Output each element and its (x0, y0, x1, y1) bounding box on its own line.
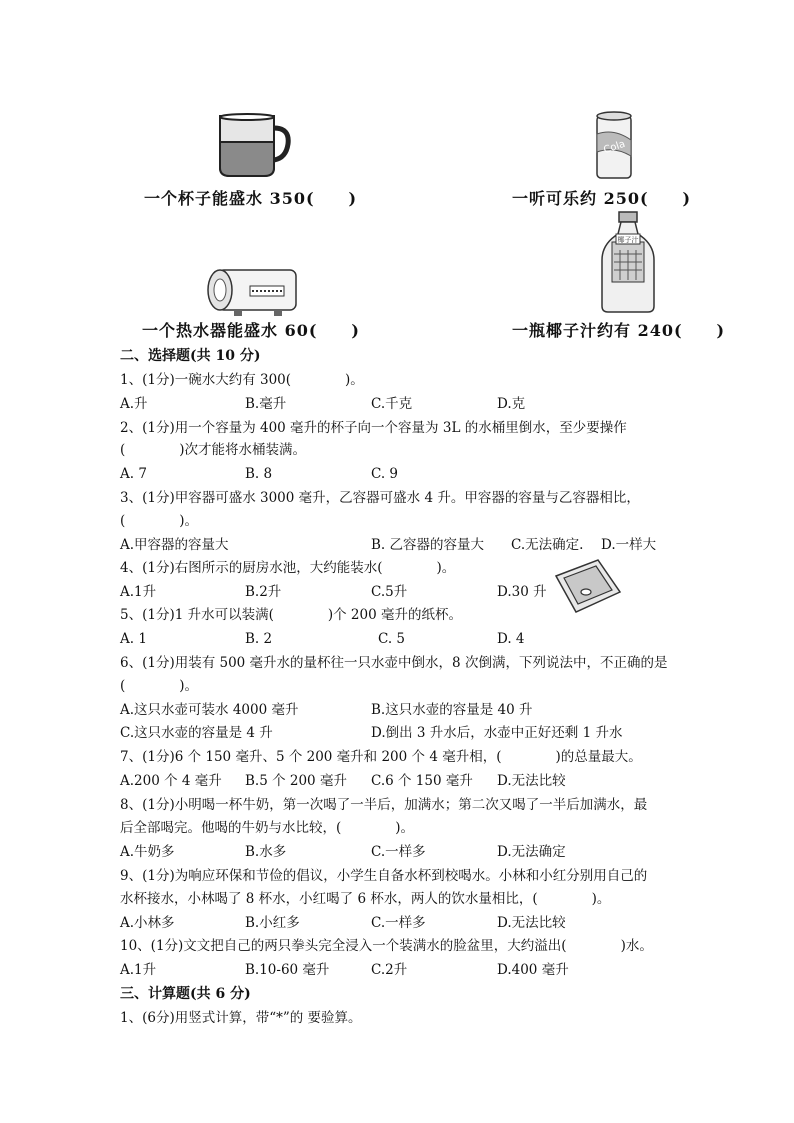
q5-option-d[interactable]: D. 4 (497, 631, 525, 647)
water-heater-picture (204, 264, 300, 318)
q1-option-a[interactable]: A.升 (120, 396, 148, 412)
q9-option-b[interactable]: B.小红多 (245, 915, 300, 931)
q5-option-c[interactable]: C. 5 (378, 631, 406, 647)
question-5: 5、(1分)1 升水可以装满( )个 200 毫升的纸杯。 (120, 607, 462, 623)
q3-option-d[interactable]: D.一样大 (601, 537, 657, 553)
q7-option-b[interactable]: B.5 个 200 毫升 (245, 773, 347, 789)
question-9-line-2: 水杯接水，小林喝了 8 杯水，小红喝了 6 杯水，两人的饮水量相比，( )。 (120, 891, 611, 907)
question-4: 4、(1分)右图所示的厨房水池，大约能装水( )。 (120, 560, 456, 576)
q1-option-c[interactable]: C.千克 (371, 396, 413, 412)
q1-option-d[interactable]: D.克 (497, 396, 526, 412)
cup-picture (212, 112, 292, 178)
q7-option-c[interactable]: C.6 个 150 毫升 (371, 773, 473, 789)
q4-option-a[interactable]: A.1升 (120, 584, 157, 600)
question-3-line-1: 3、(1分)甲容器可盛水 3000 毫升，乙容器可盛水 4 升。甲容器的容量与乙容器相比， (120, 490, 640, 506)
heater-caption: 一个热水器能盛水 60( ) (142, 321, 360, 340)
q8-option-c[interactable]: C.一样多 (371, 844, 426, 860)
q8-option-a[interactable]: A.牛奶多 (120, 844, 175, 860)
question-2-line-1: 2、(1分)用一个容量为 400 毫升的杯子向一个容量为 3L 的水桶里倒水，至少要操作 (120, 420, 627, 436)
q7-option-a[interactable]: A.200 个 4 毫升 (120, 773, 222, 789)
q6-option-b[interactable]: B.这只水壶的容量是 40 升 (371, 702, 533, 718)
q3-option-c[interactable]: C.无法确定. (511, 537, 584, 553)
q7-option-d[interactable]: D.无法比较 (497, 773, 566, 789)
question-3-line-2: ( )。 (120, 513, 199, 529)
q9-option-a[interactable]: A.小林多 (120, 915, 175, 931)
q2-option-b[interactable]: B. 8 (245, 466, 273, 482)
question-8-line-2: 后全部喝完。他喝的牛奶与水比较，( )。 (120, 820, 415, 836)
q4-option-b[interactable]: B.2升 (245, 584, 282, 600)
q5-option-a[interactable]: A. 1 (120, 631, 147, 647)
q1-option-b[interactable]: B.毫升 (245, 396, 287, 412)
question-1: 1、(1分)一碗水大约有 300( )。 (120, 372, 364, 388)
question-2-line-2: ( )次才能将水桶装满。 (120, 442, 307, 458)
q10-option-b[interactable]: B.10-60 毫升 (245, 962, 330, 978)
q10-option-c[interactable]: C.2升 (371, 962, 408, 978)
q10-option-a[interactable]: A.1升 (120, 962, 157, 978)
q9-option-d[interactable]: D.无法比较 (497, 915, 566, 931)
q5-option-b[interactable]: B. 2 (245, 631, 273, 647)
q4-option-c[interactable]: C.5升 (371, 584, 408, 600)
question-6-line-1: 6、(1分)用装有 500 毫升水的量杯往一只水壶中倒水，8 次倒满，下列说法中，不正确的是 (120, 655, 668, 671)
question-9-line-1: 9、(1分)为响应环保和节俭的倡议，小学生自备水杯到校喝水。小林和小红分别用自己的 (120, 868, 648, 884)
question-10: 10、(1分)文文把自己的两只拳头完全浸入一个装满水的脸盆里，大约溢出( )水。 (120, 938, 653, 954)
q10-option-d[interactable]: D.400 毫升 (497, 962, 569, 978)
coconut-caption: 一瓶椰子汁约有 240( ) (512, 321, 726, 340)
q3-option-a[interactable]: A.甲容器的容量大 (120, 537, 229, 553)
cup-caption: 一个杯子能盛水 350( ) (144, 189, 358, 208)
cola-can-label: Cola (602, 138, 627, 157)
q4-option-d[interactable]: D.30 升 (497, 584, 547, 600)
bottle-label: 椰子汁 (617, 236, 639, 244)
section2-title: 二、选择题(共 10 分) (120, 348, 261, 364)
section3-title: 三、计算题(共 6 分) (120, 986, 251, 1002)
coconut-bottle-picture (598, 210, 658, 314)
q6-option-a[interactable]: A.这只水壶可装水 4000 毫升 (120, 702, 299, 718)
question-6-line-2: ( )。 (120, 678, 199, 694)
kitchen-sink-picture (552, 556, 622, 616)
cola-can-picture (594, 110, 634, 182)
q6-option-c[interactable]: C.这只水壶的容量是 4 升 (120, 725, 273, 741)
section3-question-1: 1、(6分)用竖式计算，带“*”的 要验算。 (120, 1010, 362, 1026)
q9-option-c[interactable]: C.一样多 (371, 915, 426, 931)
question-7: 7、(1分)6 个 150 毫升、5 个 200 毫升和 200 个 4 毫升相，( )的总量最大。 (120, 749, 642, 765)
q3-option-b[interactable]: B. 乙容器的容量大 (371, 537, 485, 553)
cola-caption: 一听可乐约 250( ) (512, 189, 692, 208)
q2-option-c[interactable]: C. 9 (371, 466, 399, 482)
q8-option-b[interactable]: B.水多 (245, 844, 287, 860)
q8-option-d[interactable]: D.无法确定 (497, 844, 566, 860)
question-8-line-1: 8、(1分)小明喝一杯牛奶，第一次喝了一半后，加满水；第二次又喝了一半后加满水，最 (120, 797, 648, 813)
q2-option-a[interactable]: A. 7 (120, 466, 147, 482)
q6-option-d[interactable]: D.倒出 3 升水后，水壶中正好还剩 1 升水 (371, 725, 623, 741)
